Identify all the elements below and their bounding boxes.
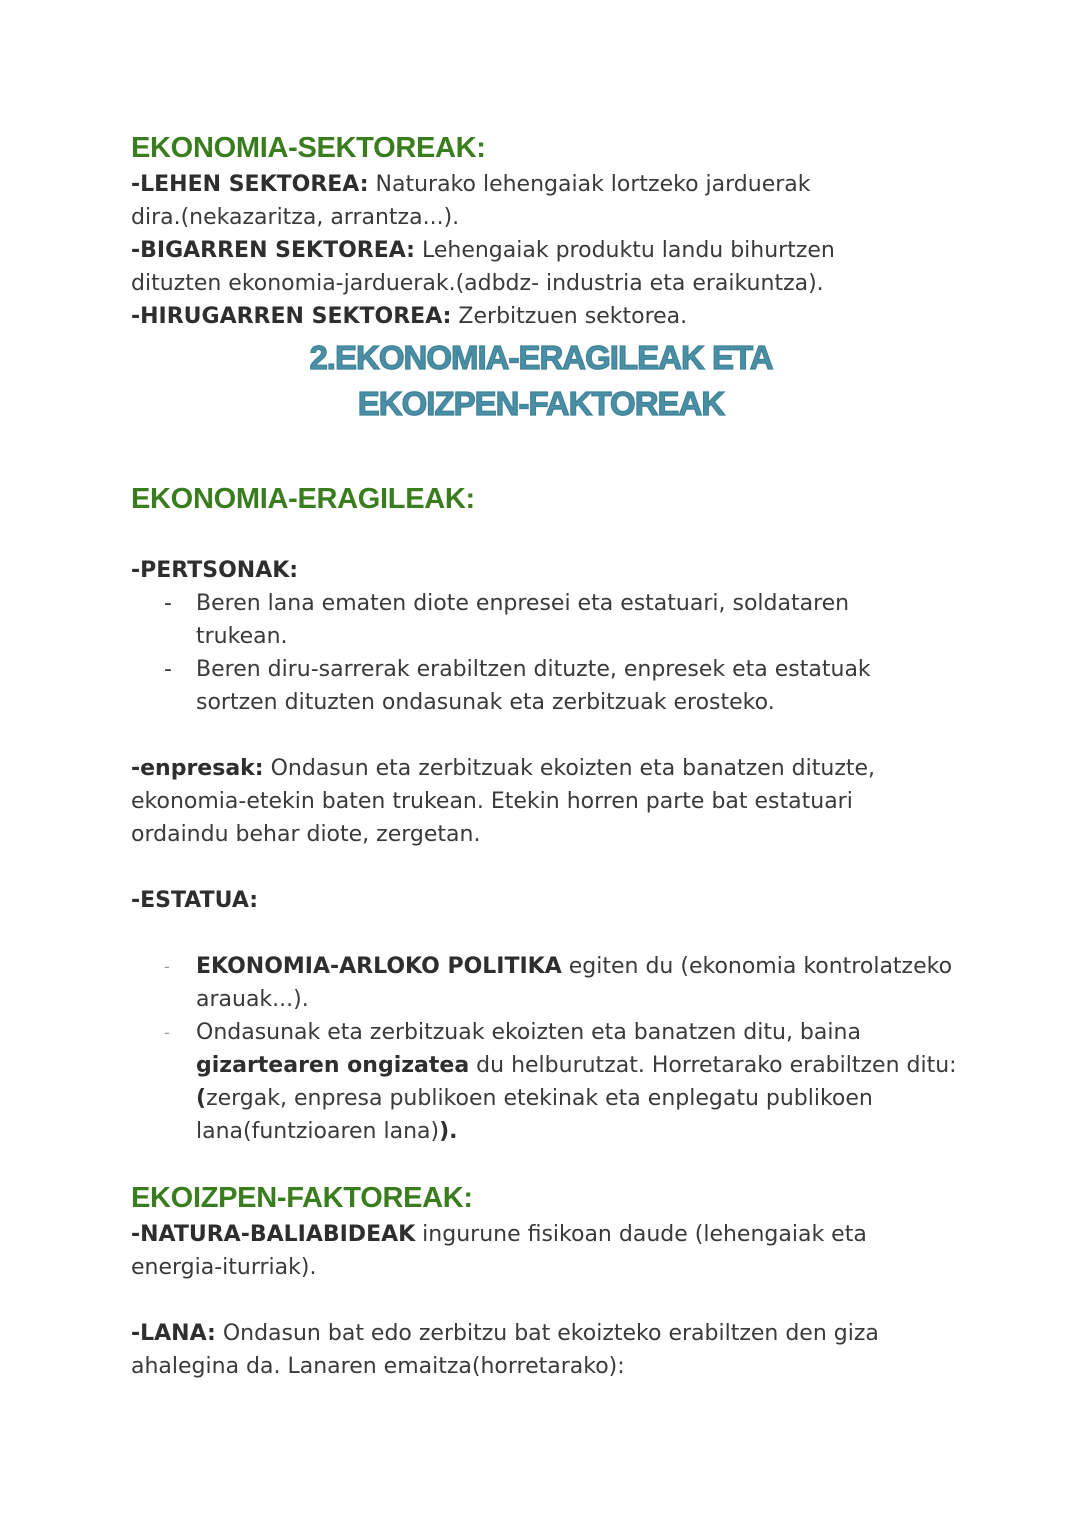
dash-bullet: - [164,657,172,682]
estatua-item2-text-b: du helburutzat. Horretarako erabiltzen ditu: [469,1053,957,1078]
pertsonak-list [131,587,921,719]
bigarren-sektorea-text: Lehengaiak produktu landu bihurtzen dituzten ekonomia-jarduerak.(adbdz- industria eta eraikuntza). [131,238,835,296]
pertsonak-item-2: Beren diru-sarrerak erabiltzen dituzte, enpresek eta estatuak sortzen dituzten ondasunak eta zerbitzuak erosteko. [196,657,871,715]
pertsonak-label-line [131,554,961,587]
eragileak-heading: EKONOMIA-ERAGILEAK: [131,483,475,515]
hirugarren-sektorea-paragraph [131,300,961,333]
list-item [131,1016,961,1148]
estatua-item1-bold: EKONOMIA-ARLOKO POLITIKA [196,954,562,979]
document-page [131,128,961,1383]
enpresak-text: Ondasun eta zerbitzuak ekoizten eta banatzen dituzte, ekonomia-etekin baten trukean. Etekin horren parte bat estatuari ordaindu behar diote, zergetan. [131,756,876,847]
section-title-line1: 2.EKONOMIA-ERAGILEAK ETA [309,339,773,376]
section-title-line2: EKOIZPEN-FAKTOREAK [357,385,725,422]
estatua-item2-text-c: zergak, enpresa publikoen etekinak eta enplegatu publikoen lana(funtzioaren lana) [196,1086,873,1144]
lehen-sektorea-paragraph [131,168,831,234]
estatua-item1-text: egiten du (ekonomia kontrolatzeko arauak...). [196,954,953,1012]
dash-bullet: - [164,591,172,616]
enpresak-label: -enpresak: [131,756,264,781]
list-item [131,653,921,719]
list-item [131,950,961,1016]
hirugarren-sektorea-label: -HIRUGARREN SEKTOREA: [131,304,452,329]
section-title [131,335,951,427]
sektoreak-heading: EKONOMIA-SEKTOREAK: [131,132,486,164]
estatua-item2-text-a: Ondasunak eta zerbitzuak ekoizten eta banatzen ditu, baina [196,1020,861,1045]
estatua-label-line [131,884,961,917]
estatua-label: -ESTATUA: [131,888,259,913]
lana-label: -LANA: [131,1321,216,1346]
natura-text: ingurune fisikoan daude (lehengaiak eta energia-iturriak). [131,1222,867,1280]
lana-paragraph [131,1317,921,1383]
estatua-list [131,950,961,1148]
lehen-sektorea-text: Naturako lehengaiak lortzeko jarduerak dira.(nekazaritza, arrantza...). [131,172,811,230]
enpresak-paragraph [131,752,911,851]
lehen-sektorea-label: -LEHEN SEKTOREA: [131,172,369,197]
lana-text: Ondasun bat edo zerbitzu bat ekoizteko erabiltzen den giza ahalegina da. Lanaren emaitza(horretarako): [131,1321,879,1379]
estatua-item2-bracket-close: ). [439,1119,458,1144]
hirugarren-sektorea-text: Zerbitzuen sektorea. [451,304,688,329]
dot-bullet: - [164,1023,170,1042]
pertsonak-item-1: Beren lana ematen diote enpresei eta estatuari, soldataren trukean. [196,591,850,649]
bigarren-sektorea-label: -BIGARREN SEKTOREA: [131,238,415,263]
estatua-item2-bold: gizartearen ongizatea [196,1053,470,1078]
list-item [131,587,921,653]
dot-bullet: - [164,957,170,976]
pertsonak-label: -PERTSONAK: [131,558,299,583]
natura-paragraph [131,1218,891,1284]
estatua-item2-bracket-open: ( [196,1086,207,1111]
faktoreak-heading: EKOIZPEN-FAKTOREAK: [131,1182,473,1214]
bigarren-sektorea-paragraph [131,234,931,300]
natura-label: -NATURA-BALIABIDEAK [131,1222,416,1247]
